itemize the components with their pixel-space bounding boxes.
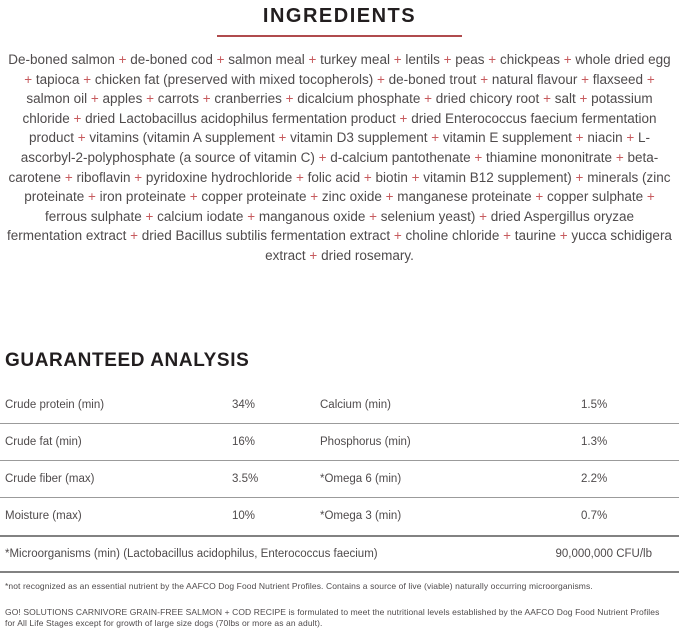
analysis-left-label: Crude fiber (max) (5, 472, 95, 485)
plus-separator: + (535, 189, 544, 205)
plus-separator: + (376, 71, 385, 87)
analysis-right-label: *Omega 3 (min) (320, 510, 402, 523)
plus-separator: + (130, 228, 138, 244)
plus-separator: + (411, 169, 420, 185)
plus-separator: + (424, 91, 433, 107)
plus-separator: + (24, 71, 33, 87)
plus-separator: + (278, 130, 287, 146)
analysis-right-label: *Omega 6 (min) (320, 472, 402, 485)
plus-separator: + (308, 52, 317, 67)
ingredients-header (0, 0, 679, 37)
title-underline-rule (217, 35, 462, 37)
analysis-row (0, 387, 679, 424)
analysis-right-label: Phosphorus (min) (320, 435, 411, 448)
plus-separator: + (431, 130, 440, 146)
plus-separator: + (90, 91, 99, 107)
plus-separator: + (146, 91, 154, 107)
plus-separator: + (318, 149, 327, 165)
plus-separator: + (77, 130, 86, 146)
plus-separator: + (581, 71, 590, 87)
plus-separator: + (615, 149, 624, 165)
microorganisms-label: *Microorganisms (min) (Lactobacillus acidophilus, Enterococcus faecium) (5, 547, 378, 560)
plus-separator: + (88, 189, 96, 205)
guaranteed-analysis-title: GUARANTEED ANALYSIS (5, 349, 250, 371)
analysis-left-label: Crude protein (min) (5, 398, 105, 411)
plus-separator: + (646, 189, 655, 205)
plus-separator: + (285, 91, 294, 107)
plus-separator: + (64, 169, 73, 185)
guaranteed-analysis-table (0, 387, 679, 573)
analysis-left-value: 3.5% (232, 472, 259, 485)
plus-separator: + (216, 52, 225, 67)
plus-separator: + (575, 169, 584, 185)
analysis-right-label: Calcium (min) (320, 398, 391, 411)
plus-separator: + (474, 149, 483, 165)
plus-separator: + (310, 189, 319, 205)
analysis-left-label: Moisture (max) (5, 510, 82, 523)
analysis-left-value: 16% (232, 435, 256, 448)
analysis-rows (0, 387, 679, 535)
analysis-left-value: 34% (232, 398, 256, 411)
ingredients-text: De-boned salmon + de-boned cod + salmon meal + turkey meal + lentils + peas + chickpeas + whole dried egg + tapioca + chicken fat (preserved with mixed tocopherols) + de-boned trout + natural flavour + flaxseed + salmon oil + apples + carrots + cranberries + dicalcium phosphate + dried chicory root + salt + potassium chloride + dried Lactobacillus acidophilus fermentation product + dried Enterococcus faecium fermentation product + vitamins (vitamin A supplement + vitamin D3 supplement + vitamin E supplement + niacin + L-ascorbyl-2-polyphosphate (a source of vitamin C) + d-calcium pantothenate + thiamine mononitrate + beta-carotene + riboflavin + pyridoxine hydrochloride + folic acid + biotin + vitamin B12 supplement) + minerals (zinc proteinate + iron proteinate + copper proteinate + zinc oxide + manganese proteinate + copper sulphate + ferrous sulphate + calcium iodate + manganous oxide + selenium yeast) + dried Aspergillus oryzae fermentation extract + dried Bacillus subtilis fermentation extract + choline chloride + taurine + yucca schidigera extract + dried rosemary. (7, 52, 672, 263)
plus-separator: + (83, 71, 92, 87)
plus-separator: + (134, 169, 143, 185)
plus-separator: + (393, 52, 402, 67)
plus-separator: + (543, 91, 551, 107)
plus-separator: + (480, 71, 489, 87)
plus-separator: + (563, 52, 572, 67)
plus-separator: + (393, 228, 402, 244)
plus-separator: + (443, 52, 452, 67)
formulation-note: GO! SOLUTIONS CARNIVORE GRAIN-FREE SALMON + COD RECIPE is formulated to meet the nutritional levels established by the AAFCO Dog Food Nutrient Profiles for All Life Stages except for growth of large size dogs (70lbs or more as an adult). (5, 606, 660, 628)
plus-separator: + (363, 169, 372, 185)
plus-separator: + (479, 208, 487, 224)
plus-separator: + (579, 91, 588, 107)
analysis-row (0, 498, 679, 535)
analysis-row (0, 424, 679, 461)
ingredients-title: INGREDIENTS (262, 5, 417, 27)
analysis-left-value: 10% (232, 510, 256, 523)
plus-separator: + (646, 71, 655, 87)
analysis-row (0, 461, 679, 498)
plus-separator: + (575, 130, 584, 146)
analysis-right-value: 1.5% (581, 398, 608, 411)
plus-separator: + (385, 189, 394, 205)
plus-separator: + (309, 247, 318, 263)
plus-separator: + (247, 208, 256, 224)
analysis-right-value: 0.7% (581, 510, 608, 523)
plus-separator: + (559, 228, 568, 244)
plus-separator: + (295, 169, 304, 185)
plus-separator: + (73, 110, 82, 126)
plus-separator: + (503, 228, 511, 244)
analysis-left-label: Crude fat (min) (5, 435, 82, 448)
plus-separator: + (369, 208, 378, 224)
plus-separator: + (189, 189, 198, 205)
plus-separator: + (202, 91, 211, 107)
microorganisms-value: 90,000,000 CFU/lb (555, 547, 652, 560)
analysis-right-value: 1.3% (581, 435, 608, 448)
asterisk-footnote: *not recognized as an essential nutrient by the AAFCO Dog Food Nutrient Profiles. Contains a source of live (viable) naturally occurring microorganisms. (5, 580, 593, 591)
plus-separator: + (118, 52, 127, 67)
analysis-right-value: 2.2% (581, 472, 608, 485)
plus-separator: + (145, 208, 154, 224)
plus-separator: + (488, 52, 497, 67)
microorganisms-row (0, 535, 679, 573)
plus-separator: + (626, 130, 635, 146)
plus-separator: + (399, 110, 408, 126)
